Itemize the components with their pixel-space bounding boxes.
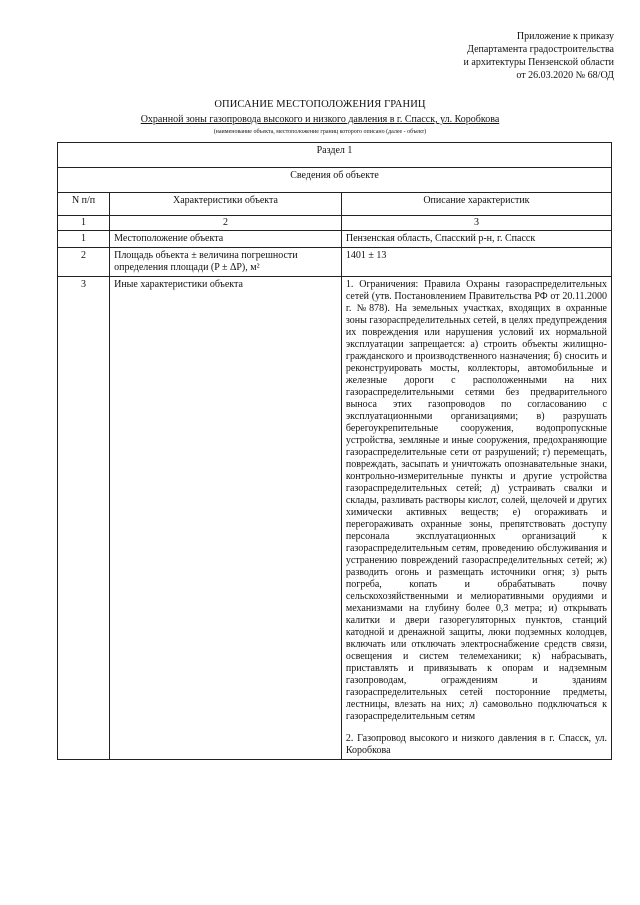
object-name: Охранной зоны газопровода высокого и низкого давления в г. Спасск, ул. Коробкова — [140, 114, 500, 125]
table-row — [58, 248, 612, 277]
row-number: 1 — [58, 231, 110, 248]
restrictions-text: 1. Ограничения: Правила Охраны газораспределительных сетей (утв. Постановлением Правительства РФ от 20.11.2000 г. №878). На земельных участках, входящих в охранные зоны газораспределительных сетей, в целях предупреждения их повреждения или нарушения условий их нормальной эксплуатации запрещается: а) строить объекты жилищно-гражданского и производственного назначения; б) сносить и реконструировать мосты, коллекторы, автомобильные и железные дороги с расположенными на них газораспределительными сетями без предварительного выноса этих газопроводов по согласованию с эксплуатационными организациями; в) разрушать берегоукрепительные сооружения, водопропускные устройства, земляные и иные сооружения, предохраняющие газораспределительные сети от разрушений; г) перемещать, повреждать, засыпать и уничтожать опознавательные знаки, контрольно-измерительные пункты и другие устройства газораспределительных сетей; д) устраивать свалки и склады, разливать растворы кислот, солей, щелочей и других химически активных веществ; е) огораживать и перегораживать охранные зоны, препятствовать доступу персонала эксплуатационных организаций к газораспределительным сетям, проведению обслуживания и устранению повреждений газораспределительных сетей; ж) разводить огонь и размещать источники огня; з) рыть погреба, копать и обрабатывать почву сельскохозяйственными и мелиоративными орудиями и механизмами на глубину более 0,3 метра; и) открывать калитки и двери газорегуляторных пунктов, станций катодной и дренажной защиты, люки подземных колодцев, включать или отключать электроснабжение средств связи, освещения и систем телемеханики; к) набрасывать, приставлять и привязывать к опорам и надземным газопроводам, ограждениям и зданиям газораспределительных сетей посторонние предметы, лестницы, влезать на них; л) самовольно подключаться к газораспределительным сетям — [345, 279, 607, 722]
document-title: ОПИСАНИЕ МЕСТОПОЛОЖЕНИЯ ГРАНИЦ — [214, 99, 426, 110]
approval-line-1: Приложение к приказу — [516, 31, 614, 42]
row-description-block — [341, 277, 611, 760]
object-info-table — [57, 142, 612, 760]
column-number: 2 — [110, 216, 342, 231]
row-description: Пензенская область, Спасский р-н, г. Спасск — [341, 231, 611, 248]
approval-header — [374, 30, 614, 82]
row-characteristic: Площадь объекта ± величина погрешности определения площади (P ± ΔP), м² — [110, 248, 342, 277]
table-row — [58, 277, 612, 760]
header-description: Описание характеристик — [341, 193, 611, 216]
section-row — [58, 143, 612, 168]
table-header-row — [58, 193, 612, 216]
table-row — [58, 231, 612, 248]
row-characteristic: Местоположение объекта — [110, 231, 342, 248]
column-number: 3 — [341, 216, 611, 231]
approval-line-4: от 26.03.2020 № 68/ОД — [516, 70, 614, 81]
approval-line-2: Департамента градостроительства — [467, 44, 614, 55]
header-characteristic: Характеристики объекта — [110, 193, 342, 216]
object-name-caption: (наименование объекта, местоположение границ которого описано (далее - объект) — [213, 129, 427, 135]
section-subtitle-row — [58, 168, 612, 193]
section-subtitle: Сведения об объекте — [58, 168, 612, 193]
section-title: Раздел 1 — [58, 143, 612, 168]
approval-line-3: и архитектуры Пензенской области — [463, 57, 614, 68]
row-characteristic: Иные характеристики объекта — [110, 277, 342, 760]
column-number: 1 — [58, 216, 110, 231]
column-number-row — [58, 216, 612, 231]
row-description: 1401 ± 13 — [341, 248, 611, 277]
row-number: 3 — [58, 277, 110, 760]
row-number: 2 — [58, 248, 110, 277]
pipeline-text: 2. Газопровод высокого и низкого давления в г. Спасск, ул. Коробкова — [345, 733, 607, 756]
header-number: N п/п — [58, 193, 110, 216]
